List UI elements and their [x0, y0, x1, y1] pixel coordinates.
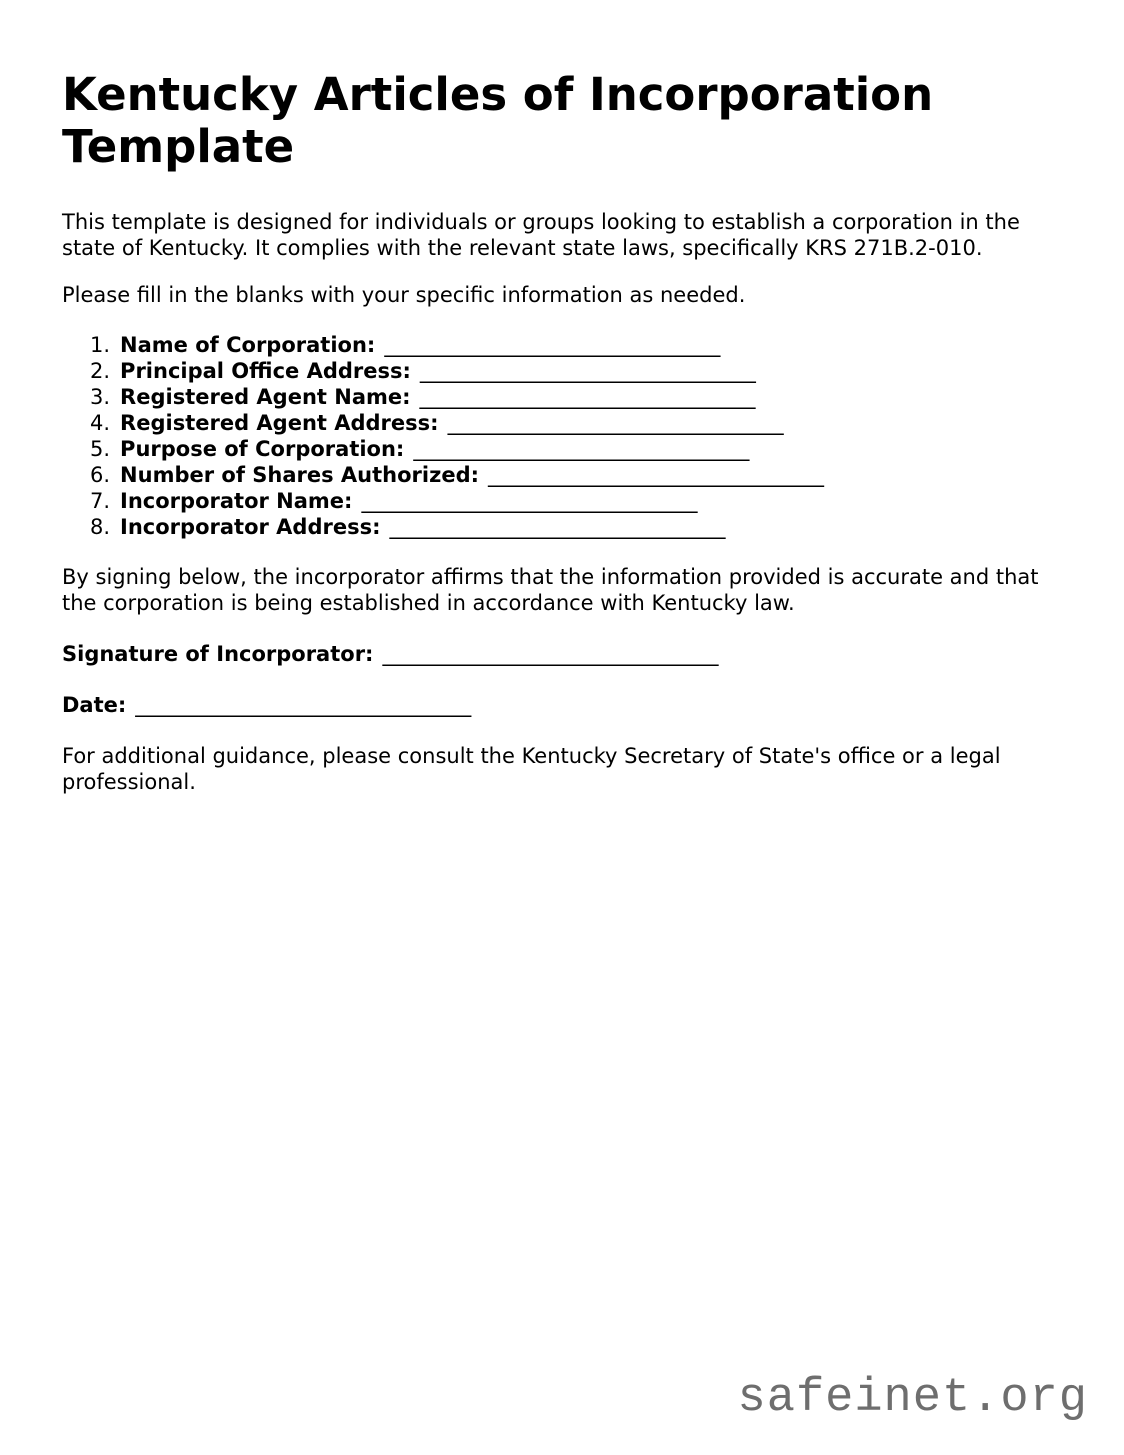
page-title: Kentucky Articles of Incorporation Template	[62, 68, 934, 173]
fill-in-blank: ________________________________	[389, 515, 726, 539]
instructions-paragraph: Please fill in the blanks with your specific information as needed.	[62, 283, 746, 307]
watermark-text: safeinet.org	[737, 1372, 1088, 1425]
list-item-incorporator-address	[90, 514, 1064, 540]
signature-field	[62, 641, 1064, 667]
fill-in-blank: ________________________________	[447, 411, 784, 435]
list-item-number: 8.	[90, 515, 111, 539]
affirmation-paragraph: By signing below, the incorporator affirms that the information provided is accurate and that the corporation is being established in accordance with Kentucky law.	[62, 565, 1039, 615]
guidance-paragraph: For additional guidance, please consult the Kentucky Secretary of State's office or a legal professional.	[62, 744, 1001, 794]
fill-in-blank: ________________________________	[419, 359, 756, 383]
list-item-registered-agent-address	[90, 410, 1064, 436]
signature-label: Signature of Incorporator:	[62, 642, 374, 666]
intro-paragraph: This template is designed for individuals or groups looking to establish a corporation in the state of Kentucky. It complies with the relevant state laws, specifically KRS 271B.2-010.	[62, 210, 1020, 260]
fill-in-blank: ________________________________	[384, 333, 721, 357]
list-item-label: Incorporator Name:	[120, 489, 353, 513]
list-item-number: 4.	[90, 411, 111, 435]
list-item-registered-agent-name	[90, 384, 1064, 410]
date-label: Date:	[62, 693, 127, 717]
date-field	[62, 692, 1064, 718]
list-item-label: Registered Agent Name:	[120, 385, 411, 409]
fill-in-blank: ________________________________	[419, 385, 756, 409]
date-blank: ________________________________	[135, 693, 472, 717]
list-item-label: Incorporator Address:	[120, 515, 381, 539]
signature-blank: ________________________________	[382, 642, 719, 666]
fill-in-blank: ________________________________	[488, 463, 824, 487]
list-item-number: 6.	[90, 463, 111, 487]
list-item-number: 2.	[90, 359, 111, 383]
list-item-label: Registered Agent Address:	[120, 411, 439, 435]
list-item-label: Name of Corporation:	[120, 333, 376, 357]
list-item-name-of-corporation	[90, 332, 1064, 358]
fill-in-list	[62, 332, 1064, 540]
list-item-number-of-shares	[90, 462, 1064, 488]
list-item-incorporator-name	[90, 488, 1064, 514]
list-item-label: Principal Office Address:	[120, 359, 411, 383]
list-item-number: 7.	[90, 489, 111, 513]
fill-in-blank: ________________________________	[413, 437, 750, 461]
fill-in-blank: ________________________________	[361, 489, 698, 513]
list-item-purpose-of-corporation	[90, 436, 1064, 462]
list-item-principal-office-address	[90, 358, 1064, 384]
list-item-label: Number of Shares Authorized:	[120, 463, 479, 487]
list-item-label: Purpose of Corporation:	[120, 437, 405, 461]
list-item-number: 3.	[90, 385, 111, 409]
list-item-number: 5.	[90, 437, 111, 461]
list-item-number: 1.	[90, 333, 111, 357]
